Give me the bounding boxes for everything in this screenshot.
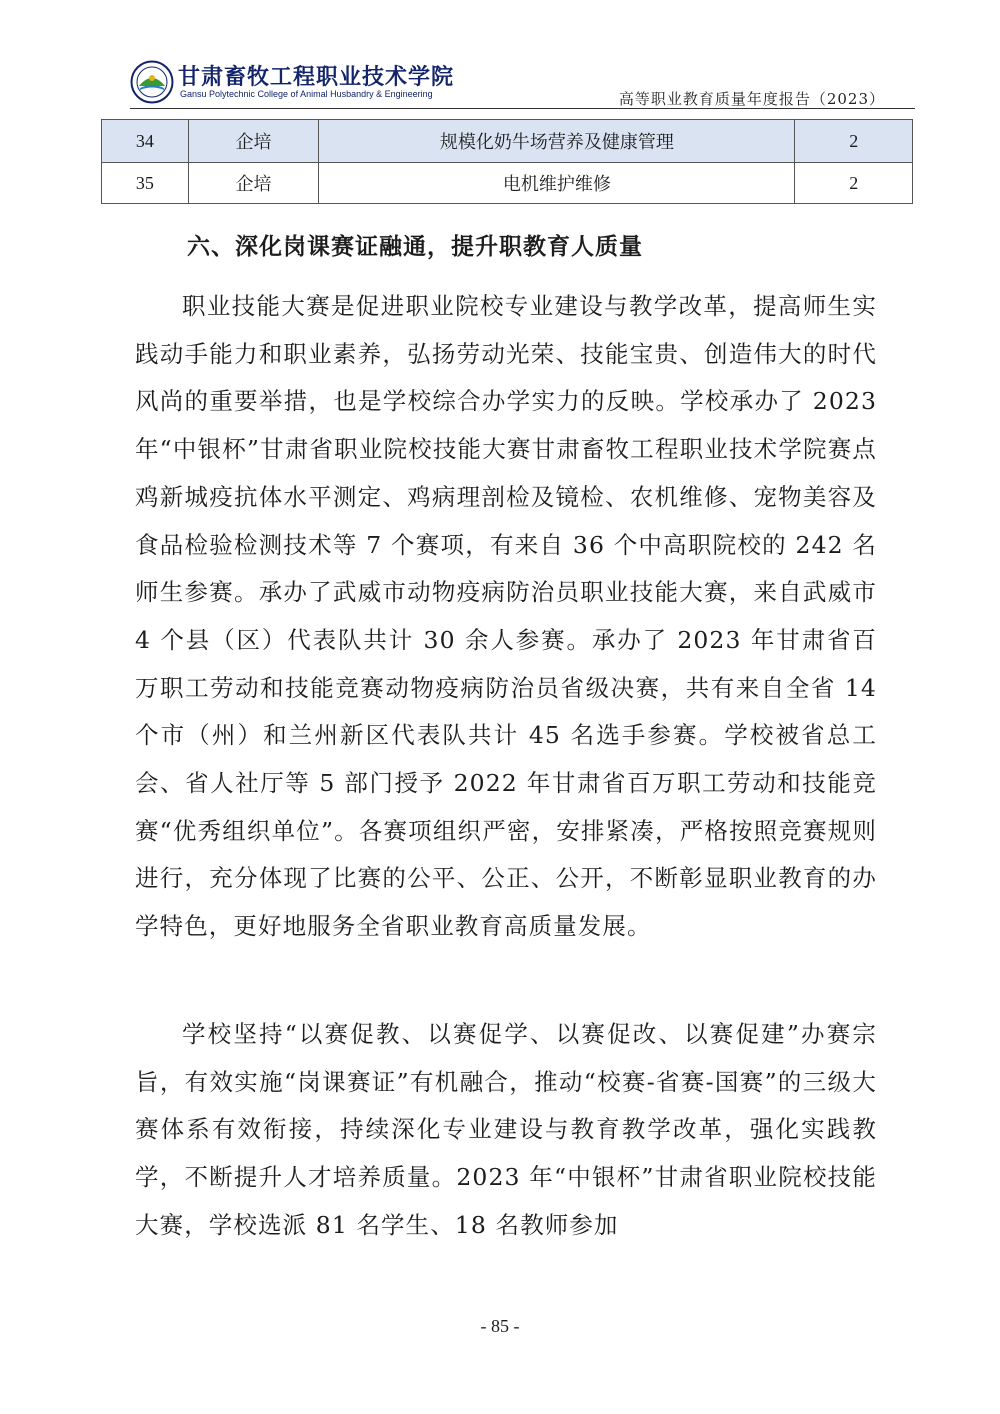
section-heading: 六、深化岗课赛证融通，提升职教育人质量 <box>187 234 643 260</box>
page-number: - 85 - <box>480 1316 520 1336</box>
table-cell-type: 企培 <box>188 163 319 204</box>
header-divider <box>130 108 915 109</box>
training-table <box>101 119 913 204</box>
page-header <box>130 58 915 110</box>
table-cell-no: 34 <box>102 120 189 163</box>
body-paragraph: 职业技能大赛是促进职业院校专业建设与教学改革，提高师生实践动手能力和职业素养，弘扬劳动光荣、技能宝贵、创造伟大的时代风尚的重要举措，也是学校综合办学实力的反映。学校承办了 2023 年“中银杯”甘肃省职业院校技能大赛甘肃畜牧工程职业技术学院赛点鸡新城疫抗体水平测定、鸡病理剖检及镜检、农机维修、宠物美容及食品检验检测技术等 7 个赛项，有来自 36 个中高职院校的 242 名师生参赛。承办了武威市动物疫病防治员职业技能大赛，来自武威市 4 个县（区）代表队共计 30 余人参赛。承办了 2023 年甘肃省百万职工劳动和技能竞赛动物疫病防治员省级决赛，共有来自全省 14 个市（州）和兰州新区代表队共计 45 名选手参赛。学校被省总工会、省人社厅等 5 部门授予 2022 年甘肃省百万职工劳动和技能竞赛“优秀组织单位”。各赛项组织严密，安排紧凑，严格按照竞赛规则进行，充分体现了比赛的公平、公正、公开，不断彰显职业教育的办学特色，更好地服务全省职业教育高质量发展。 <box>135 292 877 941</box>
table-row <box>102 163 913 204</box>
table-cell-name: 电机维护维修 <box>319 163 795 204</box>
school-name-cn: 甘肃畜牧工程职业技术学院 <box>178 65 455 90</box>
body-paragraph: 学校坚持“以赛促教、以赛促学、以赛促改、以赛促建”办赛宗旨，有效实施“岗课赛证”有机融合，推动“校赛-省赛-国赛”的三级大赛体系有效衔接，持续深化专业建设与教育教学改革，强化实践教学，不断提升人才培养质量。2023 年“中银杯”甘肃省职业院校技能大赛，学校选派 81 名学生、18 名教师参加 <box>135 1020 877 1239</box>
school-name-en: Gansu Polytechnic College of Animal Husbandry & Engineering <box>180 89 433 99</box>
report-title: 高等职业教育质量年度报告（2023） <box>618 90 885 108</box>
table-cell-no: 35 <box>102 163 189 204</box>
table-cell-type: 企培 <box>188 120 319 163</box>
school-logo-icon <box>130 60 174 104</box>
table-cell-count: 2 <box>795 120 913 163</box>
table-row <box>102 120 913 163</box>
table-cell-count: 2 <box>795 163 913 204</box>
table-cell-name: 规模化奶牛场营养及健康管理 <box>319 120 795 163</box>
